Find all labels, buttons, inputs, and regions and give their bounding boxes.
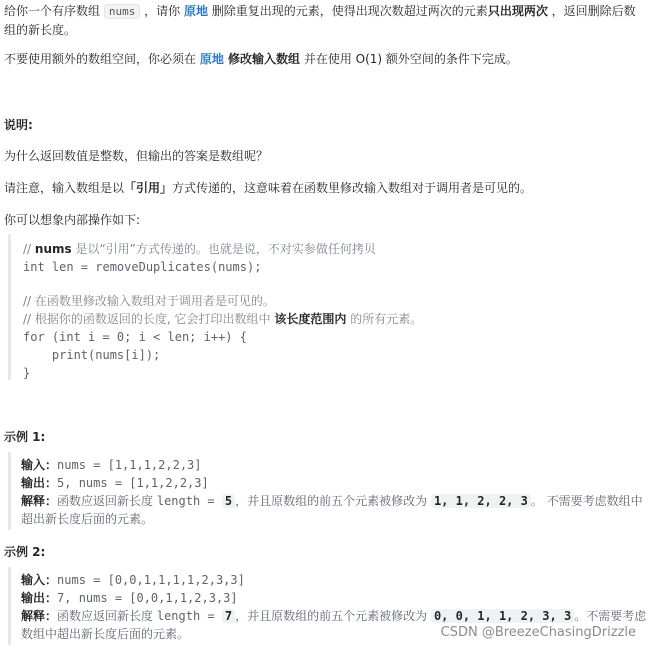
text: 并在使用 O(1) 额外空间的条件下完成。 [300,52,518,66]
csdn-watermark: CSDN @BreezeChasingDrizzle [440,625,636,640]
bold-text: nums [34,242,72,256]
text: 请注意，输入数组是以 [4,181,125,195]
explain-heading: 说明: [4,118,33,132]
array-pill: 0, 0, 1, 1, 2, 3, 3 [431,609,574,623]
number-pill: 5 [222,494,235,508]
array-pill: 1, 1, 2, 2, 3 [431,494,531,508]
example1-output [21,474,639,492]
text: 函数应返回新长度 [57,494,157,508]
text: 超出新长度后面的元素。 [21,512,154,526]
inline-code-nums: nums [104,4,141,19]
code: length = [156,609,222,623]
text: 方式传递的，这意味着在函数里修改输入数组对于调用者是可见的。 [172,181,533,195]
code-line-6: print(nums[i]); [23,348,161,362]
text: 数组中超出新长度后面的元素。 [21,627,190,641]
example1-explain [21,492,643,510]
explain-question: 为什么返回数值是整数，但输出的答案是数组呢？ [4,149,269,163]
code-line-1 [23,240,376,258]
code: length = [156,494,222,508]
label: 解释： [21,609,58,623]
example1-heading: 示例 1: [4,430,46,444]
text: ，请你 [140,4,184,18]
problem-statement [4,2,644,39]
text: ，并且原数组的前五个元素被修改为 [235,494,431,508]
text: // 根据你的函数返回的长度, 它会打印出数组中 [23,312,275,326]
value: 7, nums = [0,0,1,1,2,3,3] [57,591,238,605]
text: 。 不需要考虑数组中 [530,494,643,508]
in-place-link[interactable]: 原地 [183,4,208,18]
code-line-3: // 在函数里修改输入数组对于调用者是可见的。 [23,294,275,308]
text: 的所有元素。 [346,312,423,326]
label: 输出： [21,476,58,490]
example1-input [21,456,639,474]
value: 5, nums = [1,1,2,2,3] [57,476,209,490]
example2-heading: 示例 2: [4,545,46,559]
example1-block [8,452,647,530]
text: 组的新长度。 [4,23,77,37]
bold-text: 「引用」 [124,181,173,195]
text: ，返回删除后数 [547,4,636,18]
label: 输出： [21,591,58,605]
imagine-text: 你可以想象内部操作如下: [4,213,141,227]
number-pill: 7 [222,609,235,623]
text: ，并且原数组的前五个元素被修改为 [235,609,431,623]
example2-output [21,589,639,607]
example1-explain-cont [21,510,639,528]
bold-text: 修改输入数组 [223,52,301,66]
label: 解释： [21,494,58,508]
code-line-2: int len = removeDuplicates(nums); [23,260,262,274]
code-block [8,234,647,380]
text: 给你一个有序数组 [4,4,104,18]
value: nums = [1,1,1,2,2,3] [57,458,202,472]
constraint-paragraph [4,50,644,68]
code-line-7: } [23,366,31,380]
text: 不要使用额外的数组空间，你必须在 [4,52,200,66]
example2-input [21,571,639,589]
label: 输入： [21,573,58,587]
text: 。不需要考虑 [574,609,647,623]
text: 函数应返回新长度 [57,609,157,623]
text: 删除重复出现的元素，使得出现次数超过两次的元素 [207,4,488,18]
explain-answer [4,179,644,197]
bold-text: 只出现两次 [487,4,548,18]
code-line-5: for (int i = 0; i < len; i++) { [23,330,247,344]
in-place-link-2[interactable]: 原地 [199,52,224,66]
bold-text: 该长度范围内 [274,312,347,326]
text: 是以“引用”方式传递的。也就是说，不对实参做任何拷贝 [71,242,376,256]
label: 输入： [21,458,58,472]
code-line-4 [23,310,422,328]
text: // [23,242,35,256]
value: nums = [0,0,1,1,1,1,2,3,3] [57,573,245,587]
example2-explain [21,607,647,625]
